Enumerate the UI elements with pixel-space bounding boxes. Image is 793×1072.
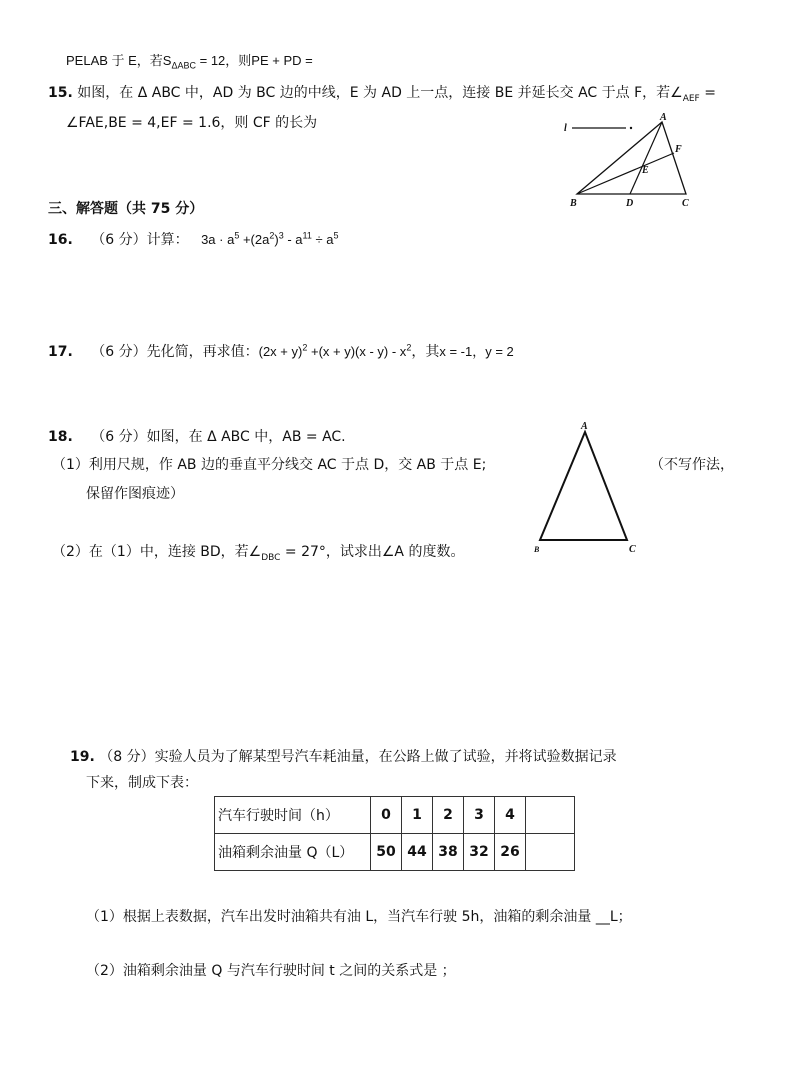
q16-exp2: 2 (269, 230, 275, 241)
q16-line (48, 229, 338, 249)
q15-text-b: = (699, 85, 716, 101)
table-cell: 2 (433, 797, 464, 834)
table-cell: 44 (402, 834, 433, 871)
table-cell: 32 (464, 834, 495, 871)
q16-exp3: 3 (278, 230, 284, 241)
q16-term1: 3a · a (201, 232, 235, 247)
q14-text-c: PE + PD = (251, 53, 313, 68)
table-cell: 26 (495, 834, 526, 871)
q17-number: 17. (48, 344, 73, 360)
q18-part2-text-b: = 27°，试求出∠A 的度数。 (280, 544, 465, 560)
q15-text: 如图，在 Δ ABC 中，AD 为 BC 边的中线，E 为 AD 上一点，连接 BE 并延长交 AC 于点 F，若∠ (77, 85, 683, 101)
table-cell: 1 (402, 797, 433, 834)
q19-part2: （2）油箱剩余油量 Q 与汽车行驶时间 t 之间的关系式是 ； (86, 963, 456, 979)
q18-part1-tail: （不写作法， (650, 457, 734, 473)
q18-part2-text: （2）在（1）中，连接 BD，若∠ (52, 544, 262, 560)
q15-line1 (48, 82, 716, 104)
table-header-fuel: 油箱剩余油量 Q（L） (215, 834, 371, 871)
label-l: l (564, 123, 567, 134)
q19-line1 (70, 746, 617, 766)
segment-bf (577, 153, 674, 194)
q17-cond: ，其 (411, 344, 440, 360)
isosceles-triangle (540, 432, 627, 540)
table-cell (526, 834, 575, 871)
q15-line2: ∠FAE,BE = 4,EF = 1.6，则 CF 的长为 (66, 115, 318, 131)
table-cell: 4 (495, 797, 526, 834)
q15-number: 15. (48, 85, 73, 101)
q18-part1: （1）利用尺规，作 AB 边的垂直平分线交 AC 于点 D，交 AB 于点 E; (52, 457, 487, 473)
q18-part2-sub: DBC (261, 552, 281, 563)
q19-text: （8 分）实验人员为了解某型号汽车耗油量，在公路上做了试验，并将试验数据记录 (99, 749, 617, 765)
fuel-table (214, 796, 575, 871)
q19-number: 19. (70, 749, 95, 765)
q16-term4: - a (283, 232, 303, 247)
q17-exp2: 2 (406, 342, 412, 353)
label-d: D (626, 198, 634, 209)
q17-term1: (2x + y) (258, 344, 303, 359)
q16-expression (201, 232, 338, 247)
q17-exp1: 2 (302, 342, 308, 353)
q17-expression (259, 344, 412, 359)
q16-exp5: 5 (333, 230, 339, 241)
table-row (215, 797, 575, 834)
q14-sub: ΔABC (171, 60, 197, 71)
table-cell (526, 797, 575, 834)
q14-text: PELAB 于 E，若S (66, 53, 172, 68)
label-a: A (660, 112, 667, 123)
label-c: C (682, 198, 689, 209)
q17-y-value: ，y = 2 (472, 344, 514, 359)
q16-term2: +(2a (239, 232, 270, 247)
q14-text-b: = 12，则 (196, 53, 252, 68)
label-e: E (642, 165, 649, 176)
q18-line (48, 426, 346, 446)
q18-text: （6 分）如图，在 Δ ABC 中，AB = AC. (91, 429, 346, 445)
q16-term3: ) (274, 232, 279, 247)
q15-sub: AEF (682, 93, 700, 104)
q16-text: （6 分）计算： (91, 232, 189, 248)
q16-exp1: 5 (234, 230, 240, 241)
table-cell: 3 (464, 797, 495, 834)
label-c: C (629, 544, 636, 555)
q18-part1-line2: 保留作图痕迹） (86, 486, 184, 502)
q18-number: 18. (48, 429, 73, 445)
q18-figure (530, 418, 650, 563)
q18-part2 (52, 541, 464, 563)
label-f: F (675, 144, 682, 155)
q16-exp4: 11 (302, 230, 312, 241)
line-l-dot (630, 127, 632, 129)
table-cell: 0 (371, 797, 402, 834)
label-a: A (581, 421, 588, 432)
q15-figure (560, 112, 700, 212)
q19-part1: （1）根据上表数据，汽车出发时油箱共有油 L，当汽车行驶 5h，油箱的剩余油量 __L； (86, 909, 632, 925)
table-header-time: 汽车行驶时间（h） (215, 797, 371, 834)
section-heading: 三、解答题（共 75 分） (48, 201, 204, 217)
q14-line (66, 50, 313, 71)
q16-number: 16. (48, 232, 73, 248)
q19-line2: 下来，制成下表： (86, 775, 198, 791)
table-row (215, 834, 575, 871)
q16-term5: ÷ a (311, 232, 334, 247)
table-cell: 50 (371, 834, 402, 871)
q17-text: （6 分）先化简，再求值： (91, 344, 259, 360)
label-b: B (570, 198, 577, 209)
q17-x-value: x = -1 (439, 344, 473, 359)
triangle-abc (577, 122, 686, 194)
table-cell: 38 (433, 834, 464, 871)
q17-line (48, 341, 514, 361)
q17-term2: +(x + y)(x - y) - x (307, 344, 407, 359)
label-b: B (534, 545, 540, 554)
median-ad (630, 122, 662, 194)
